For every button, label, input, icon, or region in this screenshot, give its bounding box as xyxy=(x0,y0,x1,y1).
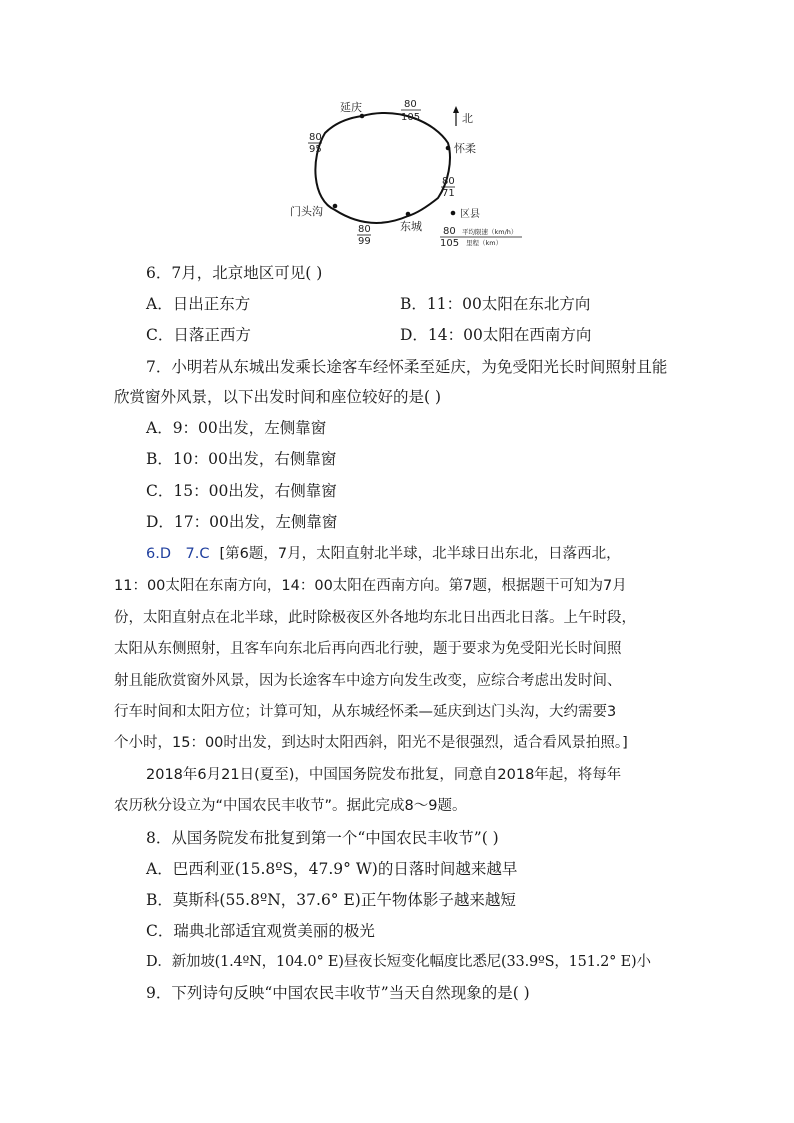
svg-text:71: 71 xyxy=(442,188,455,199)
town-huairou: 怀柔 xyxy=(454,142,476,155)
svg-text:里程（km）: 里程（km） xyxy=(466,239,503,247)
q6-option-c: C．日落正西方 xyxy=(146,326,251,344)
svg-text:95: 95 xyxy=(309,144,322,155)
q9-stem: 9．下列诗句反映“中国农民丰收节”当天自然现象的是( ) xyxy=(146,984,530,1002)
q6-option-a: A．日出正东方 xyxy=(146,295,251,313)
segment-label-mentougou-yanqing xyxy=(308,132,322,155)
q8-stem: 8．从国务院发布批复到第一个“中国农民丰收节”( ) xyxy=(146,829,499,847)
answer-line1 xyxy=(146,544,794,564)
north-arrowhead-icon xyxy=(453,106,459,113)
north-label: 北 xyxy=(462,112,473,125)
answer-line6: 行车时间和太阳方位；计算可知，从东城经怀柔—延庆到达门头沟，大约需要3 xyxy=(114,704,617,720)
q6-option-b: B．11：00太阳在东北方向 xyxy=(400,295,591,313)
town-dot-yanqing xyxy=(360,114,365,119)
svg-text:80: 80 xyxy=(309,132,322,143)
q8-option-a: A．巴西利亚(15.8ºS，47.9° W)的日落时间越来越早 xyxy=(146,860,518,878)
svg-text:105: 105 xyxy=(440,238,460,249)
segment-label-yanqing-huairou xyxy=(401,99,421,123)
intro-line1: 2018年6月21日(夏至)，中国国务院发布批复，同意自2018年起，将每年 xyxy=(146,767,622,783)
q7-stem-line1: 7．小明若从东城出发乘长途客车经怀柔至延庆，为免受阳光长时间照射且能 xyxy=(146,358,668,376)
answer-line5: 射且能欣赏窗外风景，因为长途客车中途方向发生改变，应综合考虑出发时间、 xyxy=(114,673,622,689)
segment-label-huairou-dongcheng xyxy=(441,176,455,199)
answer-text-line1: [第6题，7月，太阳直射北半球，北半球日出东北，日落西北， xyxy=(219,546,621,562)
answer-line2: 11：00太阳在东南方向，14：00太阳在西南方向。第7题，根据题干可知为7月 xyxy=(114,578,627,594)
svg-text:80: 80 xyxy=(358,224,371,235)
town-dot-mentougou xyxy=(333,204,338,209)
svg-text:80: 80 xyxy=(443,226,456,237)
intro-line2: 农历秋分设立为“中国农民丰收节”。据此完成8～9题。 xyxy=(114,798,467,814)
town-dongcheng: 东城 xyxy=(400,220,422,233)
q8-option-b: B．莫斯科(55.8ºN，37.6° E)正午物体影子越来越短 xyxy=(146,891,516,909)
q7-option-c: C．15：00出发，右侧靠窗 xyxy=(146,482,337,500)
town-mentougou: 门头沟 xyxy=(290,205,323,218)
svg-text:80: 80 xyxy=(442,176,455,187)
q6-option-d: D．14：00太阳在西南方向 xyxy=(400,326,592,344)
q8-option-d: D．新加坡(1.4ºN，104.0° E)昼夜长短变化幅度比悉尼(33.9ºS，151.2° E)小 xyxy=(146,954,651,970)
town-dot-dongcheng xyxy=(406,212,411,217)
legend-county: 区县 xyxy=(460,209,480,220)
q6-stem: 6．7月，北京地区可见( ) xyxy=(146,264,323,282)
svg-text:平均限速（km/h）: 平均限速（km/h） xyxy=(462,228,518,236)
legend-fraction xyxy=(440,226,522,249)
svg-text:105: 105 xyxy=(401,112,421,123)
answer-key: 6.D 7.C xyxy=(146,546,210,562)
q7-option-d: D．17：00出发，左侧靠窗 xyxy=(146,513,338,531)
q8-option-c: C．瑞典北部适宜观赏美丽的极光 xyxy=(146,922,375,940)
svg-text:80: 80 xyxy=(404,99,417,110)
answer-line7: 个小时，15：00时出发，到达时太阳西斜，阳光不是很强烈，适合看风景拍照。] xyxy=(114,735,628,751)
legend-dot xyxy=(451,211,456,216)
q7-option-a: A．9：00出发，左侧靠窗 xyxy=(146,419,327,437)
svg-text:99: 99 xyxy=(358,236,371,247)
town-dot-huairou xyxy=(446,146,451,151)
q7-stem-line2: 欣赏窗外风景，以下出发时间和座位较好的是( ) xyxy=(114,388,442,406)
segment-label-dongcheng-mentougou xyxy=(357,224,371,247)
town-yanqing: 延庆 xyxy=(340,101,362,114)
route-map xyxy=(290,88,530,258)
q7-option-b: B．10：00出发，右侧靠窗 xyxy=(146,450,337,468)
answer-line4: 太阳从东侧照射，且客车向东北后再向西北行驶，题于要求为免受阳光长时间照 xyxy=(114,641,622,657)
answer-line3: 份，太阳直射点在北半球，此时除极夜区外各地均东北日出西北日落。上午时段， xyxy=(114,610,636,626)
